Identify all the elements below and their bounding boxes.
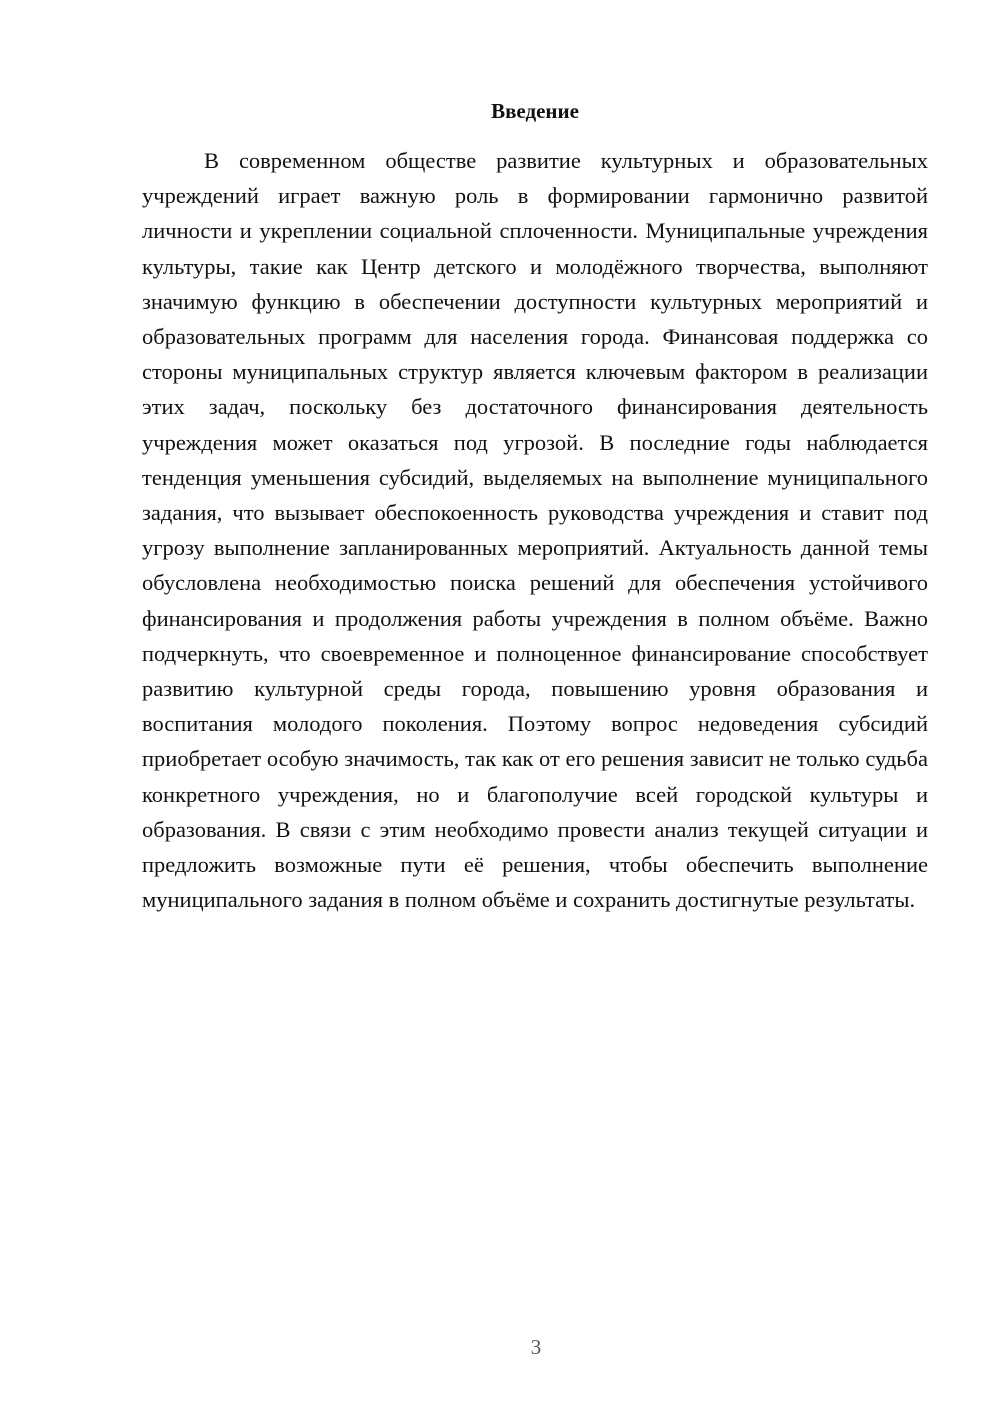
body-paragraph: В современном обществе развитие культурных и образовательных учреждений играет важную роль в формировании гармонично развитой личности и укреплении социальной сплоченности. Муниципальные учреждения культуры, такие как Центр детского и молодёжного творчества, выполняют значимую функцию в обеспечении доступности культурных мероприятий и образовательных программ для населения города. Финансовая поддержка со стороны муниципальных структур является ключевым фактором в реализации этих задач, поскольку без достаточного финансирования деятельность учреждения может оказаться под угрозой. В последние годы наблюдается тенденция уменьшения субсидий, выделяемых на выполнение муниципального задания, что вызывает обеспокоенность руководства учреждения и ставит под угрозу выполнение запланированных мероприятий. Актуальность данной темы обусловлена необходимостью поиска решений для обеспечения устойчивого финансирования и продолжения работы учреждения в полном объёме. Важно подчеркнуть, что своевременное и полноценное финансирование способствует развитию культурной среды города, повышению уровня образования и воспитания молодого поколения. Поэтому вопрос недоведения субсидий приобретает особую значимость, так как от его решения зависит не только судьба конкретного учреждения, но и благополучие всей городской культуры и образования. В связи с этим необходимо провести анализ текущей ситуации и предложить возможные пути её решения, чтобы обеспечить выполнение муниципального задания в полном объёме и сохранить достигнутые результаты.: [142, 148, 928, 913]
page-number: 3: [530, 1335, 542, 1359]
section-heading: Введение: [491, 99, 579, 123]
